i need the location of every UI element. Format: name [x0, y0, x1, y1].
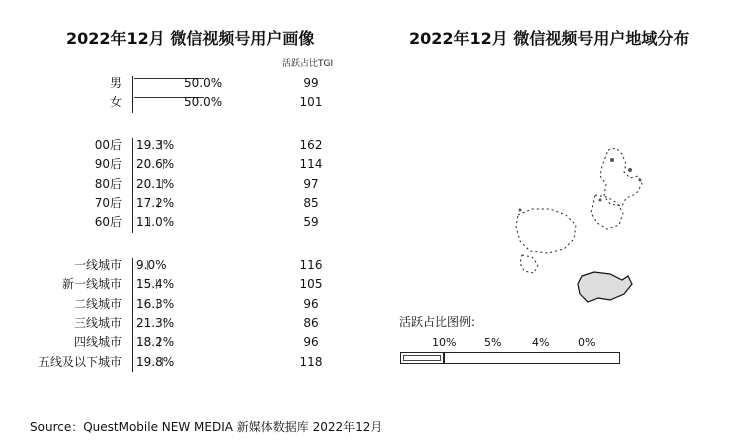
category-label: 二线城市: [73, 296, 122, 311]
bar-value-label: 50.0%: [184, 95, 223, 110]
category-label: 男: [109, 76, 122, 90]
category-label: 00后: [94, 138, 122, 152]
category-label: 60后: [94, 215, 122, 230]
profile-row: [0, 155, 340, 173]
profile-row: [0, 136, 340, 154]
profile-row: [0, 74, 340, 92]
profile-row: [0, 256, 340, 274]
tgi-value: 116: [299, 258, 323, 272]
map-dot: [519, 209, 522, 212]
bar-value-label: 9.0%: [136, 258, 167, 272]
tgi-value: 105: [299, 277, 323, 292]
legend-labels: [400, 336, 620, 350]
category-label: 五线及以下城市: [37, 354, 122, 369]
legend-color-bar: [400, 352, 620, 364]
map-dot: [628, 168, 632, 172]
tgi-value: 99: [303, 76, 319, 90]
map-region-southwest: [520, 255, 538, 273]
bar-value-label: 50.0%: [184, 76, 223, 90]
tgi-column-header: 活跃占比TGI: [282, 59, 334, 69]
map-region-south: [578, 272, 632, 302]
legend-title: 活跃占比图例:: [399, 315, 476, 329]
map-region-north: [591, 195, 623, 229]
map-region-west: [516, 209, 576, 253]
profile-row: [0, 295, 340, 313]
profile-row: [0, 213, 340, 231]
bar-value-label: 16.3%: [136, 296, 175, 311]
legend-label: 4%: [532, 336, 550, 349]
map-dot: [610, 158, 614, 162]
bar-value-label: 21.3%: [136, 315, 175, 330]
tgi-value: 96: [303, 335, 319, 350]
category-label: 80后: [94, 176, 122, 191]
bar-value-label: 19.8%: [136, 354, 175, 369]
bar-value-label: 20.6%: [136, 157, 175, 172]
category-label: 新一线城市: [61, 277, 122, 292]
profile-row: [0, 175, 340, 193]
profile-row: [0, 194, 340, 212]
category-label: 女: [109, 95, 122, 110]
category-label: 70后: [94, 195, 122, 210]
profile-row: [0, 353, 340, 371]
legend-label: 5%: [484, 336, 502, 349]
source-note: Source：QuestMobile NEW MEDIA 新媒体数据库 2022年12月: [30, 420, 383, 434]
tgi-value: 114: [299, 157, 323, 172]
tgi-value: 85: [303, 195, 319, 210]
tgi-value: 96: [303, 296, 319, 311]
category-label: 一线城市: [73, 258, 122, 272]
bar-value-label: 19.3%: [136, 138, 175, 152]
tgi-value: 118: [299, 354, 323, 369]
legend-high-segment: [401, 353, 445, 363]
bar-value-label: 15.4%: [136, 277, 175, 292]
right-chart-title: 2022年12月 微信视频号用户地域分布: [409, 29, 690, 48]
left-chart-title: 2022年12月 微信视频号用户画像: [66, 29, 315, 48]
map-dot: [599, 199, 602, 202]
bar-value-label: 11.0%: [136, 215, 175, 230]
tgi-value: 86: [303, 315, 319, 330]
bar-value-label: 18.2%: [136, 335, 175, 350]
category-label: 四线城市: [73, 335, 122, 350]
legend-label: 10%: [432, 336, 457, 349]
legend-label: 0%: [578, 336, 596, 349]
bar-value-label: 20.1%: [136, 176, 175, 191]
china-map: [500, 140, 670, 310]
tgi-value: 162: [299, 138, 323, 152]
tgi-value: 101: [299, 95, 323, 110]
tgi-value: 59: [303, 215, 319, 230]
category-label: 三线城市: [73, 315, 122, 330]
profile-row: [0, 314, 340, 332]
tgi-value: 97: [303, 176, 319, 191]
category-label: 90后: [94, 157, 122, 172]
bar-value-label: 17.2%: [136, 195, 175, 210]
profile-row: [0, 93, 340, 111]
profile-row: [0, 275, 340, 293]
map-dot: [639, 179, 642, 182]
profile-row: [0, 333, 340, 351]
